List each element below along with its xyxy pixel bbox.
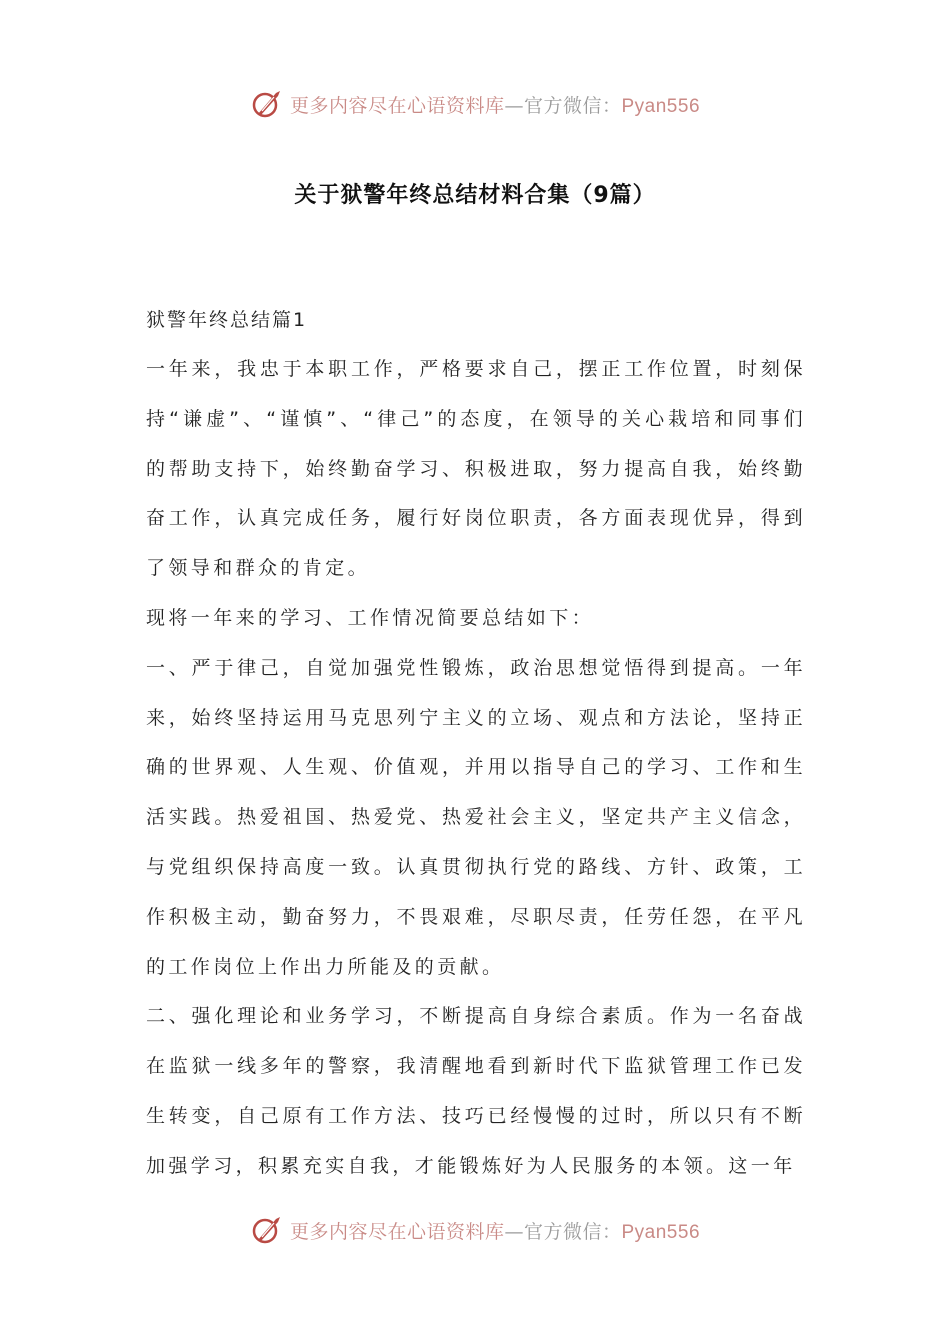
banner-text (290, 1217, 700, 1244)
quill-logo-icon (250, 87, 284, 121)
banner-wechat-label: 官方微信： (523, 94, 622, 117)
header-watermark-banner (0, 84, 950, 124)
paragraph-1: 一年来，我忠于本职工作，严格要求自己，摆正工作位置，时刻保持“谦虚”、“谨慎”、“律己”的态度，在领导的关心栽培和同事们的帮助支持下，始终勤奋学习、积极进取，努力提高自我，始终勤奋工作，认真完成任务，履行好岗位职责，各方面表现优异，得到了领导和群众的肯定。 (146, 358, 806, 580)
banner-text (290, 91, 700, 118)
section-title: 狱警年终总结篇1 (146, 309, 308, 331)
quill-logo-icon (250, 1213, 284, 1247)
banner-dash: — (504, 1220, 524, 1243)
banner-wechat-label: 官方微信： (523, 1220, 622, 1243)
footer-watermark-banner (0, 1210, 950, 1250)
banner-dash: — (504, 94, 524, 117)
banner-wechat-id: Pyan556 (621, 95, 701, 117)
document-title: 关于狱警年终总结材料合集（9篇） (294, 183, 656, 208)
banner-wechat-id: Pyan556 (621, 1221, 701, 1243)
paragraph-2: 现将一年来的学习、工作情况简要总结如下： (146, 606, 595, 629)
banner-main-text: 更多内容尽在心语资料库 (289, 94, 505, 117)
paragraph-3: 一、严于律己，自觉加强党性锻炼，政治思想觉悟得到提高。一年来，始终坚持运用马克思列宁主义的立场、观点和方法论，坚持正确的世界观、人生观、价值观，并用以指导自己的学习、工作和生活实践。热爱祖国、热爱党、热爱社会主义，坚定共产主义信念，与党组织保持高度一致。认真贯彻执行党的路线、方针、政策，工作积极主动，勤奋努力，不畏艰难，尽职尽责，任劳任怨，在平凡的工作岗位上作出力所能及的贡献。 (146, 656, 806, 978)
paragraph-4: 二、强化理论和业务学习，不断提高自身综合素质。作为一名奋战在监狱一线多年的警察，我清醒地看到新时代下监狱管理工作已发生转变，自己原有工作方法、技巧已经慢慢的过时，所以只有不断加强学习，积累充实自我，才能锻炼好为人民服务的本领。这一年 (146, 1005, 806, 1177)
document-body (146, 295, 806, 1192)
banner-main-text: 更多内容尽在心语资料库 (289, 1220, 505, 1243)
